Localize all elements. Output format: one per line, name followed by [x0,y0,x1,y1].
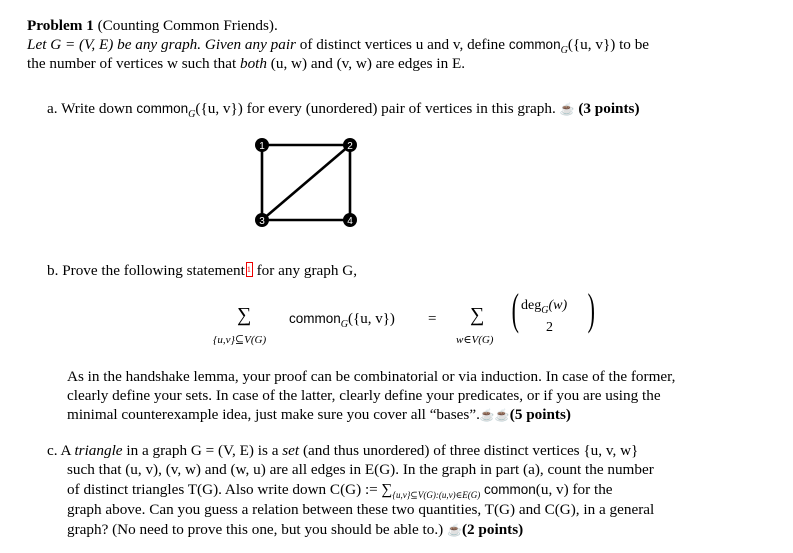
binomial-top: deg$_G$(w) [521,298,568,316]
coffee-cup-icon: ☕☕ [479,408,510,422]
lhs-sum-symbol: ∑ [237,304,252,326]
definition-line-1: Let G = (V, E) be any graph. Given any pair of distinct vertices u and v, define common$_G$({u, v}) to be [27,36,650,56]
part-c-points: (2 points) [461,521,524,538]
svg-text:3: 3 [259,216,265,227]
problem-title: (Counting Common Friends). [97,17,278,34]
part-b-para-line-3: minimal counterexample idea, just make sure you cover all “bases”.☕☕(5 points) [67,406,571,423]
graph-figure [250,135,365,230]
binomial-right-paren: ) [587,285,595,334]
binomial-left-paren: ( [511,285,519,334]
definition-line-2: the number of vertices w such that both (u, w) and (v, w) are edges in E. [27,55,466,72]
part-a-label: a. [47,100,58,117]
svg-text:1: 1 [259,141,265,152]
problem-label: Problem 1 [27,17,94,34]
vertex-1 [255,138,269,152]
svg-text:2: 2 [347,141,353,152]
part-b-points: (5 points) [509,406,571,423]
part-a-line: a. Write down common$_G$({u, v}) for every (unordered) pair of vertices in this graph. ☕ (3 points) [47,100,640,120]
part-c-line-1: c. A triangle in a graph G = (V, E) is a set (and thus unordered) of three distinct vertices {u, v, w} [47,442,639,459]
part-a-points: (3 points) [578,100,640,117]
problem-heading-line [27,17,278,35]
rhs-sum-index: w∈V(G) [456,334,494,346]
part-c-line-2: such that (u, v), (v, w) and (w, u) are all edges in E(G). In the graph in part (a), count the number [67,461,654,478]
part-b-line: b. Prove the following statement $^1$ for any graph G, [47,262,357,279]
part-b-para-line-2: clearly define your sets. In case of the latter, clearly define your predicates, or if you are using the [67,387,661,404]
lhs-expression: common$_G$({u, v}) [289,311,395,330]
binomial-bottom: 2 [546,320,553,335]
part-c-line-3: of distinct triangles T(G). Also write down C(G) := $\sum_{\{u,v\}⊆V(G):(u,v)\in E(G)}$ common(u, v) for the [67,481,613,500]
part-c-line-4: graph above. Can you guess a relation between these two quantities, T(G) and C(G), in a general [67,501,655,518]
part-c-line-5: graph? (No need to prove this one, but you should be able to.) ☕(2 points) [67,521,524,538]
part-b-label: b. [47,262,59,279]
vertex-4 [343,213,357,227]
edge-2-3 [262,145,350,220]
coffee-cup-icon: ☕ [559,102,575,116]
svg-text:4: 4 [347,216,353,227]
part-c-label: c. [47,442,58,459]
footnote-ref[interactable]: 1 [246,262,253,277]
vertex-3 [255,213,269,227]
lhs-sum-index: {u,v}⊆V(G) [213,334,267,346]
part-b-para-line-1: As in the handshake lemma, your proof can be combinatorial or via induction. In case of the former, [67,368,676,385]
vertex-2 [343,138,357,152]
equals-sign: = [428,311,437,327]
rhs-sum-symbol: ∑ [470,304,485,326]
coffee-cup-icon: ☕ [447,523,462,537]
